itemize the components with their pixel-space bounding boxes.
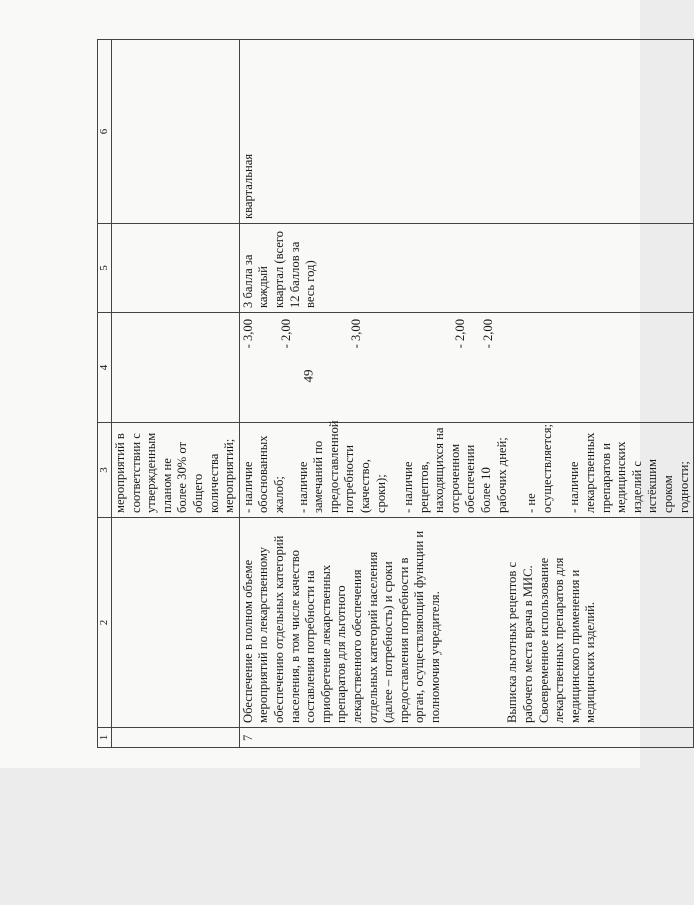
score-item: - 2,00 (481, 319, 496, 349)
header-cell: 5 (98, 224, 112, 313)
score-item: - 3,00 (348, 319, 363, 349)
page-number: 49 (300, 369, 316, 383)
criteria-table (97, 39, 694, 748)
frequency: квартальная (239, 40, 693, 224)
header-cell: 4 (98, 313, 112, 423)
continuation-text: мероприятий в соответствии с утвержденным планом не более 30% от общего количества мероприятий; (112, 423, 240, 518)
continuation-row (112, 40, 240, 748)
header-cell: 1 (98, 728, 112, 748)
indicator-item: - наличие обоснованных жалоб; (240, 435, 286, 513)
score-list (239, 313, 693, 423)
criterion-expiry: Своевременное использование лекарственных препаратов для медицинского применения и медицинских изделий. (536, 557, 598, 723)
rotated-table-container (97, 40, 691, 748)
table-row (239, 40, 693, 748)
score-item: - 2,00 (279, 319, 294, 349)
score-item: - 3,00 (240, 319, 255, 349)
header-cell: 6 (98, 40, 112, 224)
score-item: - 2,00 (452, 319, 467, 349)
max-score: 3 балла за каждый квартал (всего 12 баллов за весь год) (239, 224, 693, 313)
indicator-item: - наличие рецептов, находящихся на отсроченном обеспечении более 10 рабочих дней; (401, 427, 509, 513)
criterion-description (239, 518, 693, 728)
criterion-main: Обеспечение в полном объеме мероприятий по лекарственному обеспечению отдельных категорий населения, в том числе качество составления потребности на приобретение лекарственных препаратов для льготного лекарственного обеспечения отдельных категорий населения (далее – потребность) и сроки предоставления потребности в орган, осуществляющий функции и полномочия учредителя. (240, 530, 442, 723)
indicator-item: - наличие лекарственных препаратов и медицинских изделий с истёкшим сроком годности; (567, 432, 691, 513)
indicator-item: - не осуществляется; (524, 423, 554, 513)
header-row (98, 40, 112, 748)
row-number: 7 (239, 728, 693, 748)
indicator-item: - наличие замечаний по предоставленной потребности (качество, сроки); (295, 420, 388, 513)
header-cell: 3 (98, 423, 112, 518)
header-cell: 2 (98, 518, 112, 728)
indicator-list (239, 420, 693, 518)
criterion-prescriptions: Выписка льготных рецептов с рабочего места врача в МИС. (505, 561, 536, 723)
